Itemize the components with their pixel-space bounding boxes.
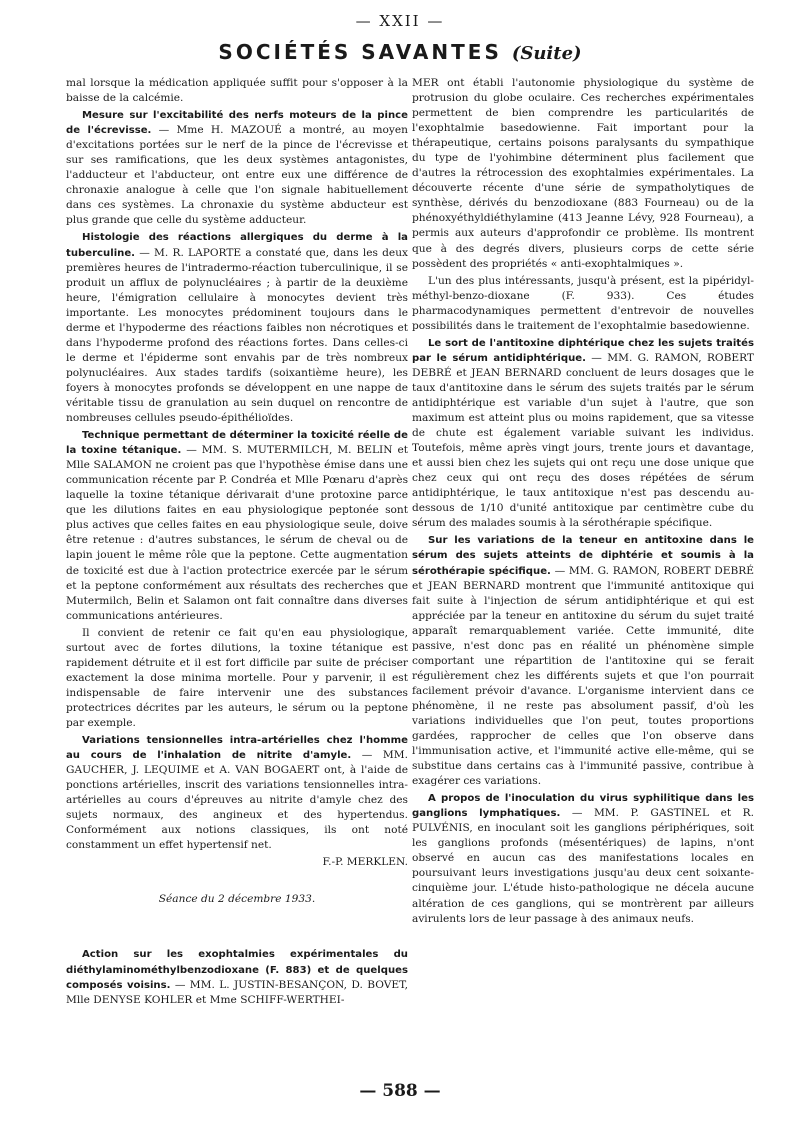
section-title	[0, 40, 800, 64]
abstract-body: — MM. G. RAMON, ROBERT DEBRÉ et JEAN BERNARD montrent que l'immunité antitoxique qui fait suite à l'injection de sérum antidiphtérique et qui est appréciée par la teneur en antitoxine du sérum du sujet traité apparaît remarquablement variée. Cette immunité, dite passive, n'est donc pas en réalité un phénomène simple comportant une répartition de l'antitoxine qui se ferait régulièrement chez les différents sujets et que l'on pourrait facilement prévoir d'avance. L'organisme intervient dans ce phénomène, il ne reste pas absolument passif, d'où les variations individuelles que l'on peut, toutes proportions gardées, rapprocher de celles que l'on observe dans l'immunisation active, et l'immunité active elle-même, qui se substitue dans certains cas à l'immunité passive, contribue à exagérer ces variations.	[412, 564, 754, 788]
paragraph-continuation: MER ont établi l'autonomie physiologique du système de protrusion du globe oculaire. Ces recherches expérimentales permettent de bien comprendre les particularités de l'exophtalmie basedowienne. Fait important pour la thérapeutique, certains poisons paralysants du sympathique du type de l'yohimbine déterminent plus facilement que d'autres la rétrocession des exophtalmies expérimentales. La découverte récente d'une série de sympatholytiques de synthèse, dérivés du benzodioxane (883 Fourneau) ou de la phénoxyéthyldiéthylamine (413 Jeanne Lévy, 928 Fourneau), a permis aux auteurs d'approfondir ce problème. Ils montrent que à des degrés divers, plusieurs corps de cette série possèdent des propriétés « anti-exophtalmiques ».	[412, 77, 754, 270]
abstract-paragraph	[412, 791, 754, 926]
seance-date: Séance du 2 décembre 1933.	[158, 893, 316, 906]
abstract-heading: Le sort de l'antitoxine diphtérique chez les sujets traités par le sérum antidiphtérique.	[412, 337, 754, 364]
abstract-body: — MM. GAUCHER, J. LEQUIME et A. VAN BOGAERT ont, à l'aide de ponctions artérielles, inscrit des variations tensionnelles intra-artérielles au cours d'épreuves au nitrite d'amyle chez des sujets normaux, des angineux et des hypertendus. Conformément aux notions classiques, ils ont noté constamment un effet hypertensif net.	[66, 749, 408, 852]
abstract-paragraph	[412, 533, 754, 789]
abstract-paragraph	[66, 733, 408, 853]
abstract-body: — MM. L. JUSTIN-BESANÇON, D. BOVET, Mlle DENYSE KOHLER et Mme SCHIFF-WERTHEI-	[66, 978, 408, 1006]
abstract-paragraph	[66, 947, 408, 1007]
paragraph: Il convient de retenir ce fait qu'en eau physiologique, surtout avec de fortes dilutions, la toxine tétanique est rapidement détruite et il est fort difficile par suite de préciser exactement la dose minima mortelle. Pour y parvenir, il est indispensable de faire intervenir une des substances protectrices décrites par les auteurs, le sérum ou la peptone par exemple.	[66, 626, 408, 729]
abstract-heading: Histologie des réactions allergiques du derme à la tuberculine.	[66, 232, 408, 259]
abstract-paragraph	[412, 336, 754, 532]
abstract-body: — MM. P. GASTINEL et R. PULVÉNIS, en inoculant soit les ganglions périphériques, soit les ganglions profonds (mésentériques) de lapins, n'ont observé en aucun cas des manifestations locales en poursuivant leurs investigations jusqu'au deux cent soixante-cinquième jour. L'étude histo-pathologique ne décela aucune altération de ces ganglions, qui se montrèrent par ailleurs avirulents lors de leur passage à des animaux neufs.	[412, 807, 754, 925]
abstract-paragraph	[66, 230, 408, 426]
section-title-suffix: (Suite)	[511, 43, 582, 64]
abstract-body: — Mme H. MAZOUÉ a montré, au moyen d'excitations portées sur le nerf de la pince de l'écrevisse et sur ses ramifications, que les deux systèmes antagonistes, l'adducteur et l'abducteur, ont entre eux une différence de chronaxie analogue à celle que l'on signale habituellement dans ces systèmes. La chronaxie du système abducteur est plus grande que celle du système adducteur.	[66, 124, 408, 227]
abstract-body: — MM. G. RAMON, ROBERT DEBRÉ et JEAN BERNARD concluent de leurs dosages que le taux d'antitoxine dans le sérum des sujets traités par le sérum antidiphtérique est variable d'un sujet à l'autre, que son maximum est atteint plus ou moins rapidement, que sa vitesse de chute est également variable suivant les individus. Toutefois, même après vingt jours, trente jours et davantage, et aussi bien chez les sujets qui ont reçu une dose unique que chez ceux qui ont reçu des doses répétées de sérum antidiphtérique, le taux antitoxique n'est pas descendu au-dessous de 1/10 d'unité antitoxique par centimètre cube du sérum des malades soumis à la sérothérapie spécifique.	[412, 351, 754, 530]
section-title-text: SOCIÉTÉS SAVANTES	[218, 40, 502, 64]
signature: F.-P. MERKLEN.	[322, 856, 408, 869]
abstract-heading: A propos de l'inoculation du virus syphilitique dans les ganglions lymphatiques.	[412, 793, 754, 820]
paragraph: L'un des plus intéressants, jusqu'à présent, est la pipéridyl-méthyl-benzo-dioxane (F. 933). Ces études pharmacodynamiques permettent d'entrevoir de nouvelles possibilités dans le traitement de l'exophtalmie basedowienne.	[412, 274, 754, 332]
right-column	[412, 76, 754, 929]
left-column	[66, 76, 408, 1010]
abstract-heading: Mesure sur l'excitabilité des nerfs moteurs de la pince de l'écrevisse.	[66, 110, 408, 137]
abstract-paragraph	[66, 428, 408, 624]
abstract-body: — MM. S. MUTERMILCH, M. BELIN et Mlle SALAMON ne croient pas que l'hypothèse émise dans une communication récente par P. Condréa et Mlle Pœnaru d'après laquelle la toxine tétanique dérivarait d'une protoxine parce que les dilutions faites en eau physiologique peptonée sont plus actives que celles faites en eau physiologique seule, doive être retenue : d'autres substances, le sérum de cheval ou de lapin jouent le même rôle que la peptone. Cette augmentation de toxicité est due à l'action protectrice exercée par le sérum et la peptone conformément aux résultats des recherches que Mutermilch, Belin et Salamon ont fait connaître dans diverses communications antérieures.	[66, 444, 408, 622]
page-roman-numeral: — XXII —	[355, 12, 445, 30]
abstract-heading: Action sur les exophtalmies expérimentales du diéthylaminométhylbenzodioxane (F. 883) et de quelques composés voisins.	[66, 949, 408, 991]
abstract-paragraph	[66, 108, 408, 228]
abstract-heading: Variations tensionnelles intra-artérielles chez l'homme au cours de l'inhalation de nitrite d'amyle.	[66, 735, 408, 762]
abstract-heading: Technique permettant de déterminer la toxicité réelle de la toxine tétanique.	[66, 430, 408, 457]
abstract-body: — M. R. LAPORTE a constaté que, dans les deux premières heures de l'intradermo-réaction tuberculinique, il se produit un afflux de polynucléaires ; à partir de la deuxième heure, l'émigration cellulaire à monocytes devient très importante. Les monocytes prédominent toujours dans le derme et l'hypoderme des réactions faibles non nécrotiques et dans l'hypoderme profond des réactions fortes. Dans celles-ci le derme et l'épiderme sont envahis par de très nombreux polynucléaires. Aux stades tardifs (soixantième heure), les foyers à monocytes profonds se développent en une nappe de véritable tissu de granulation au sein duquel on rencontre de nombreuses cellules pseudo-épithélioïdes.	[66, 246, 408, 425]
paragraph-continuation: mal lorsque la médication appliquée suffit pour s'opposer à la baisse de la calcémie.	[66, 77, 408, 105]
abstract-heading: Sur les variations de la teneur en antitoxine dans le sérum des sujets atteints de diphtérie et soumis à la sérothérapie spécifique.	[412, 535, 754, 577]
page-number: — 588 —	[359, 1081, 441, 1101]
